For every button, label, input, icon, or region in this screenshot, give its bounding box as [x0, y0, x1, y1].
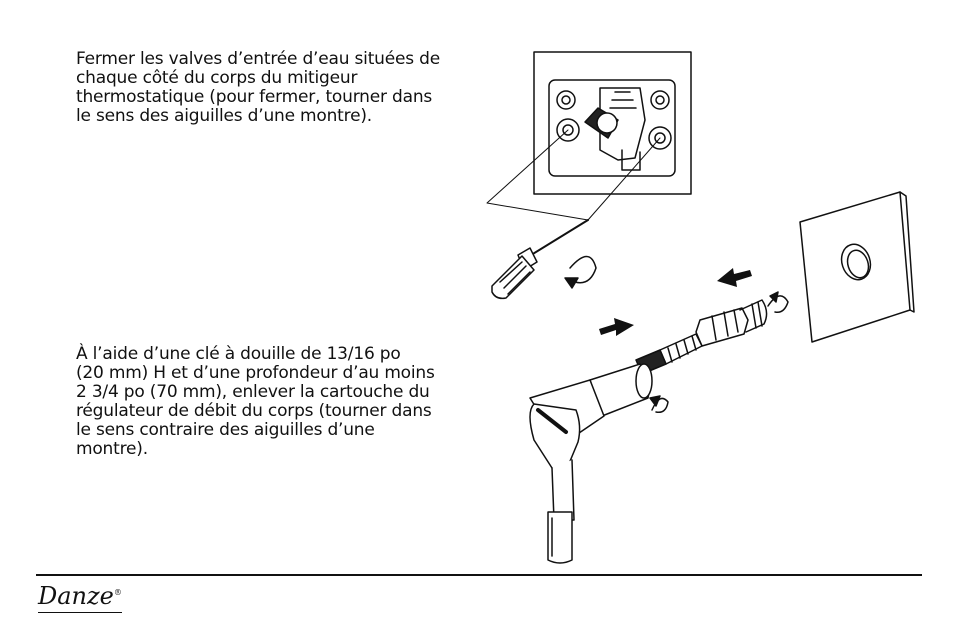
direction-arrow-right — [599, 318, 634, 336]
rotation-arrow-2 — [768, 292, 788, 312]
installation-illustration — [480, 30, 940, 570]
instruction-step-2: À l’aide d’une clé à douille de 13/16 po (20 mm) H et d’une profondeur d’au moins 2 3/4 po (70 mm), enlever la cartouche du régulateur de débit du corps (tourner dans le sens contraire des aiguilles d’une montre). — [76, 344, 435, 459]
instruction-step-1: Fermer les valves d’entrée d’eau situées de chaque côté du corps du mitigeur thermostatique (pour fermer, tourner dans le sens des aiguilles d’une montre). — [76, 49, 440, 126]
rotation-arrow-3 — [650, 396, 668, 412]
brand-name: Danze — [38, 582, 114, 610]
valve-body-wall-plate — [534, 52, 691, 194]
registered-mark: ® — [113, 588, 122, 597]
brand-underline — [38, 612, 122, 613]
direction-arrow-left — [717, 268, 752, 287]
escutcheon-plate — [800, 192, 914, 342]
socket-wrench — [530, 364, 652, 563]
cartridge — [636, 300, 767, 374]
rotation-arrow-clockwise-1 — [565, 257, 596, 289]
footer-rule — [36, 574, 922, 576]
brand-logo — [38, 582, 122, 610]
